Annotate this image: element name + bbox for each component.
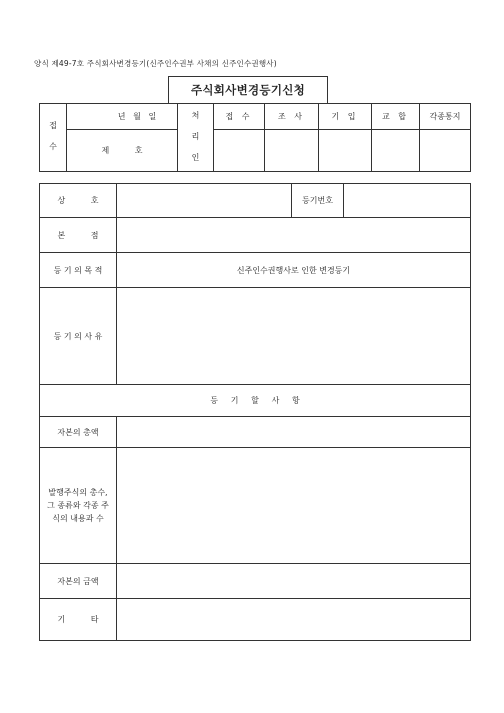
- form-number-label: 양식 제49-7호 주식회사변경등기(신주인수권부 사채의 신주인수권행사): [34, 59, 277, 68]
- col-notifications: 각종통지: [420, 104, 471, 130]
- head-office-label: 본 점: [40, 218, 117, 253]
- date-cell[interactable]: [67, 104, 178, 130]
- stamp-investigation[interactable]: [265, 130, 319, 172]
- number-cell[interactable]: [67, 130, 178, 172]
- registration-table: [39, 103, 471, 172]
- shares-description-value[interactable]: [117, 448, 471, 564]
- purpose-label: 등 기 의 목 적: [40, 253, 117, 288]
- processor-label: 처 리 인: [191, 110, 200, 163]
- processor-label-cell: [178, 104, 214, 172]
- col-entry: 기 입: [319, 104, 372, 130]
- reason-label: 등 기 의 사 유: [40, 288, 117, 385]
- trade-name-label: 상 호: [40, 184, 117, 218]
- date-label: 년 월 일: [117, 112, 157, 121]
- capital-amount-value[interactable]: [117, 564, 471, 599]
- capital-amount-label: 자본의 금액: [40, 564, 117, 599]
- col-collation: 교 합: [372, 104, 420, 130]
- stamp-notifications[interactable]: [420, 130, 471, 172]
- stamp-collation[interactable]: [372, 130, 420, 172]
- document-title: 주식회사변경등기신청: [168, 76, 328, 104]
- registration-number-label: 등기번호: [292, 184, 344, 218]
- capital-total-value[interactable]: [117, 417, 471, 448]
- shares-description-label: 발행주식의 총수, 그 종류와 각종 주식의 내용과 수: [40, 448, 117, 564]
- other-label: 기 타: [40, 599, 117, 641]
- head-office-value[interactable]: [117, 218, 471, 253]
- stamp-entry[interactable]: [319, 130, 372, 172]
- trade-name-value[interactable]: [117, 184, 292, 218]
- number-label: 제 호: [101, 146, 143, 155]
- reason-value[interactable]: [117, 288, 471, 385]
- purpose-value: 신주인수권행사로 인한 변경등기: [117, 253, 471, 288]
- col-receipt: 접 수: [214, 104, 265, 130]
- col-investigation: 조 사: [265, 104, 319, 130]
- items-header: 등 기 할 사 항: [40, 385, 471, 417]
- receipt-label: 접 수: [48, 121, 58, 152]
- other-value[interactable]: [117, 599, 471, 641]
- application-table: [39, 183, 471, 641]
- registration-number-value[interactable]: [344, 184, 471, 218]
- receipt-label-cell: [40, 104, 67, 172]
- capital-total-label: 자본의 총액: [40, 417, 117, 448]
- stamp-receipt[interactable]: [214, 130, 265, 172]
